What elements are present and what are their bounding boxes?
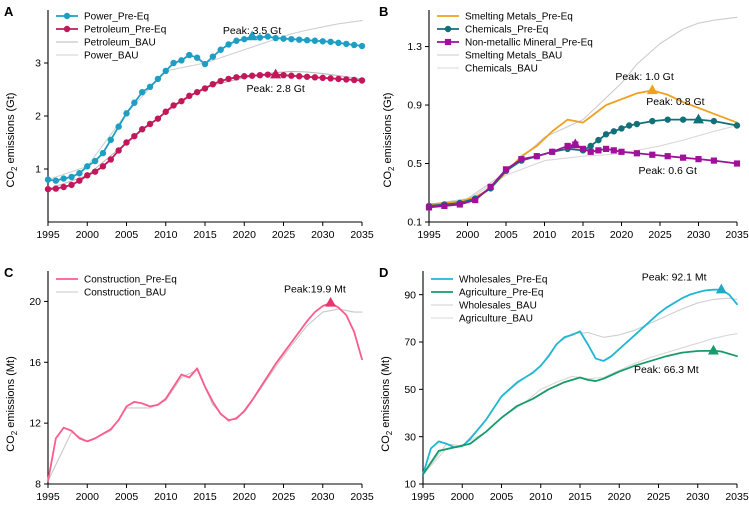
x-tick-label: 2020 (607, 491, 631, 503)
y-tick-label: 20 (29, 296, 41, 309)
panel-a (0, 0, 374, 258)
y-tick-label: 12 (29, 417, 41, 430)
x-tick-label: 1995 (36, 229, 60, 241)
x-tick-label: 2015 (193, 491, 217, 503)
y-axis-label: $CO_2$ emissions (Gt) (5, 92, 19, 188)
legend-label: Construction_Pre-Eq (84, 274, 177, 286)
x-tick-label: 2035 (725, 491, 749, 503)
y-axis-label: $CO_2$ emissions (Mt) (380, 356, 394, 452)
legend-label: Petroleum_Pre-Eq (84, 24, 167, 36)
x-tick-label: 2025 (648, 229, 672, 241)
y-tick-label: 8 (35, 478, 41, 491)
x-tick-label: 2030 (311, 229, 335, 241)
y-tick-label: 30 (404, 431, 416, 444)
panel-b (375, 0, 749, 258)
legend-label: Wholesales_BAU (459, 300, 537, 312)
x-tick-label: 2005 (114, 229, 139, 241)
x-tick-label: 2030 (686, 229, 711, 241)
legend-label: Power_Pre-Eq (84, 11, 150, 23)
y-tick-label: 90 (404, 289, 416, 302)
x-tick-label: 2005 (494, 229, 518, 241)
chart-b (375, 0, 749, 258)
annotation: Peak: 92.1 Mt (641, 271, 707, 284)
y-tick-label: 16 (29, 356, 41, 369)
y-tick-label: 0.5 (407, 158, 422, 171)
panel-letter: B (379, 4, 389, 19)
x-tick-label: 1995 (411, 491, 435, 503)
y-tick-label: 10 (404, 478, 416, 491)
x-tick-label: 2025 (271, 491, 296, 503)
x-tick-label: 2020 (609, 229, 634, 241)
panel-c (0, 259, 374, 522)
x-tick-label: 1995 (36, 491, 60, 503)
x-tick-label: 2025 (646, 491, 671, 503)
x-tick-label: 2020 (232, 491, 256, 503)
panel-letter: D (379, 265, 389, 280)
legend-label: Wholesales_Pre-Eq (459, 274, 548, 286)
peak-marker (709, 346, 718, 354)
peak-marker (571, 140, 580, 148)
annotation: Peak: 1.0 Gt (615, 71, 674, 84)
annotation: Peak: 2.8 Gt (246, 83, 305, 96)
x-tick-label: 2030 (686, 491, 710, 503)
annotation: Peak: 3.5 Gt (222, 24, 282, 37)
legend-label: Chemicals_Pre-Eq (465, 24, 549, 36)
series-line (423, 334, 737, 475)
y-tick-label: 1.3 (407, 41, 422, 54)
x-tick-label: 2035 (725, 229, 749, 241)
annotation: Peak:19.9 Mt (283, 283, 346, 296)
annotation: Peak: 0.8 Gt (646, 96, 705, 109)
x-tick-label: 1995 (417, 229, 441, 241)
legend-label: Non-metallic Mineral_Pre-Eq (465, 37, 593, 49)
chart-c (0, 259, 374, 522)
x-tick-label: 2035 (350, 491, 374, 503)
x-tick-label: 2000 (455, 229, 480, 241)
x-tick-label: 2015 (568, 491, 592, 503)
legend-label: Agriculture_BAU (459, 313, 533, 325)
x-tick-label: 2035 (350, 229, 374, 241)
peak-marker (326, 298, 335, 306)
x-tick-label: 2005 (489, 491, 514, 503)
legend-label: Construction_BAU (84, 287, 167, 299)
x-tick-label: 2010 (154, 491, 178, 503)
panel-d (375, 259, 749, 522)
x-tick-label: 2010 (532, 229, 557, 241)
y-tick-label: 0.1 (407, 216, 422, 229)
y-axis-label: $CO_2$ emissions (Mt) (5, 356, 19, 452)
annotation: Peak: 0.6 Gt (638, 164, 697, 177)
legend-label: Chemicals_BAU (465, 63, 538, 75)
legend-label: Petroleum_BAU (84, 37, 156, 49)
panel-letter: A (4, 4, 14, 19)
peak-marker (648, 85, 657, 93)
series-line (48, 309, 362, 481)
chart-a (0, 0, 374, 258)
series-line (423, 298, 737, 474)
x-tick-label: 2010 (154, 229, 178, 241)
x-tick-label: 2005 (114, 491, 139, 503)
legend-label: Power_BAU (84, 50, 139, 62)
y-tick-label: 0.9 (407, 99, 422, 112)
x-tick-label: 2010 (529, 491, 553, 503)
y-tick-label: 70 (404, 336, 416, 349)
annotation: Peak: 66.3 Mt (633, 363, 699, 376)
y-axis-label: $CO_2$ emissions (Gt) (382, 92, 396, 188)
x-tick-label: 2015 (193, 229, 217, 241)
x-tick-label: 2000 (450, 491, 474, 503)
legend-label: Smelting Metals_BAU (465, 50, 563, 62)
legend-label: Smelting Metals_Pre-Eq (465, 11, 573, 23)
peak-marker (717, 285, 726, 293)
x-tick-label: 2025 (271, 229, 296, 241)
x-tick-label: 2000 (75, 491, 99, 503)
y-tick-label: 50 (404, 383, 416, 396)
y-tick-label: 1 (35, 163, 41, 176)
chart-d (375, 259, 749, 522)
y-tick-label: 3 (35, 57, 41, 70)
series-line (48, 303, 362, 481)
peak-marker (694, 115, 703, 123)
panel-letter: C (4, 265, 14, 280)
x-tick-label: 2000 (75, 229, 99, 241)
x-tick-label: 2015 (571, 229, 595, 241)
x-tick-label: 2030 (311, 491, 335, 503)
legend-label: Agriculture_Pre-Eq (459, 287, 544, 299)
y-tick-label: 2 (35, 110, 41, 123)
x-tick-label: 2020 (232, 229, 256, 241)
